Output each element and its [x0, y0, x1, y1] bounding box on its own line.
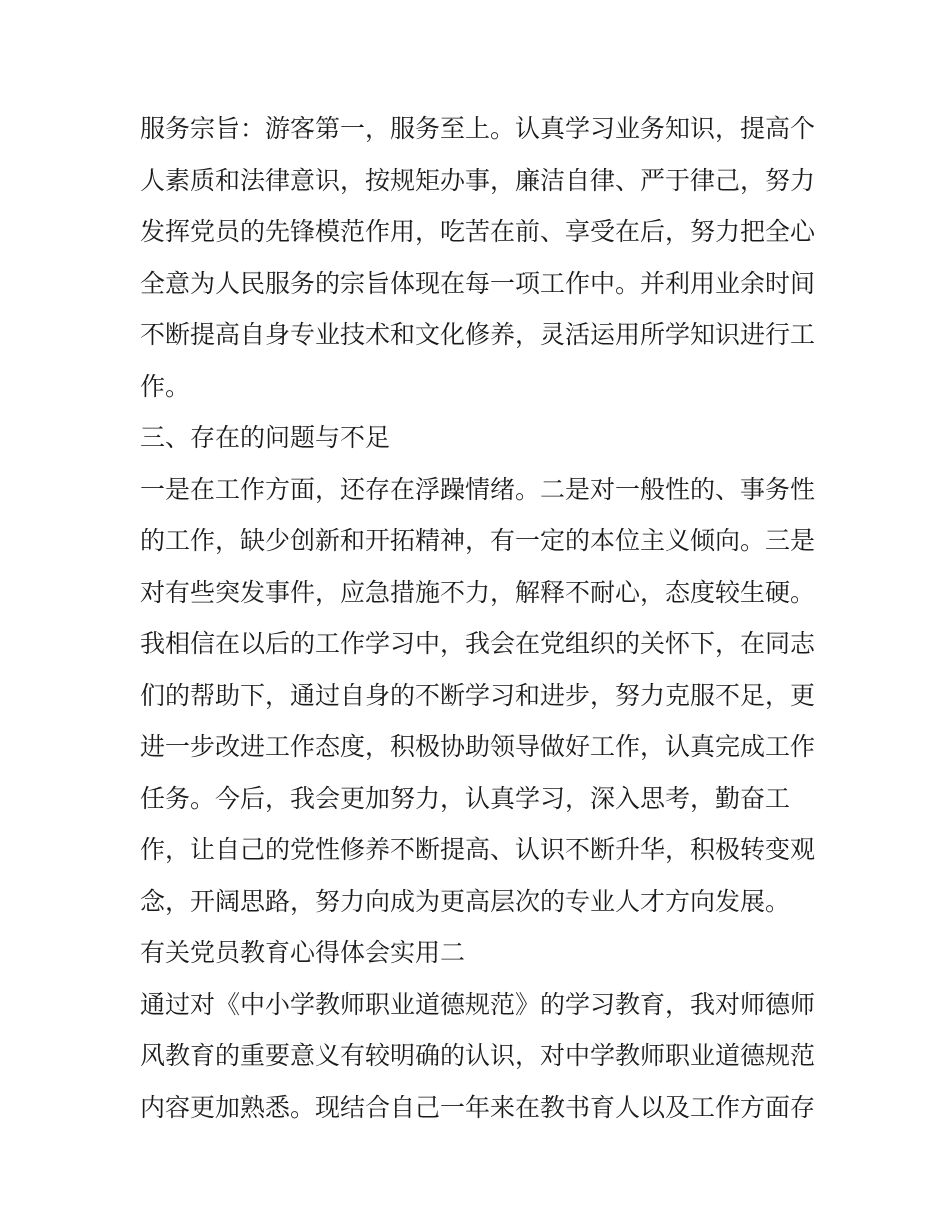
text-line: 内容更加熟悉。现结合自己一年来在教书育人以及工作方面存 — [140, 1092, 816, 1122]
text-line: 作，让自己的党性修养不断提高、认识不断升华，积极转变观 — [140, 835, 816, 864]
text-line: 风教育的重要意义有较明确的认识，对中学教师职业道德规范 — [140, 1041, 816, 1070]
text-line: 不断提高自身专业技术和文化修养，灵活运用所学知识进行工 — [140, 320, 816, 349]
text-line: 对有些突发事件，应急措施不力，解释不耐心，态度较生硬。 — [140, 577, 816, 607]
text-line: 念，开阔思路，努力向成为更高层次的专业人才方向发展。 — [140, 886, 791, 916]
text-line: 我相信在以后的工作学习中，我会在党组织的关怀下，在同志 — [140, 629, 816, 658]
document-body — [140, 103, 815, 1133]
text-line: 们的帮助下，通过自身的不断学习和进步，努力克服不足，更 — [140, 680, 816, 710]
text-line: 服务宗旨：游客第一，服务至上。认真学习业务知识，提高个 — [140, 114, 816, 143]
text-line: 一是在工作方面，还存在浮躁情绪。二是对一般性的、事务性 — [140, 474, 816, 504]
text-line: 人素质和法律意识，按规矩办事，廉洁自律、严于律己，努力 — [140, 165, 816, 195]
section-heading: 有关党员教育心得体会实用二 — [140, 938, 466, 967]
text-line: 作。 — [140, 371, 191, 401]
text-line: 的工作，缺少创新和开拓精神，有一定的本位主义倾向。三是 — [140, 526, 816, 555]
section-heading: 三、存在的问题与不足 — [140, 423, 391, 452]
text-line: 发挥党员的先锋模范作用，吃苦在前、享受在后，努力把全心 — [140, 217, 816, 246]
text-line: 任务。今后，我会更加努力，认真学习，深入思考，勤奋工 — [140, 783, 791, 813]
text-line: 通过对《中小学教师职业道德规范》的学习教育，我对师德师 — [140, 989, 816, 1019]
text-line: 全意为人民服务的宗旨体现在每一项工作中。并利用业余时间 — [140, 268, 816, 298]
text-line: 进一步改进工作态度，积极协助领导做好工作，认真完成工作 — [140, 732, 816, 761]
